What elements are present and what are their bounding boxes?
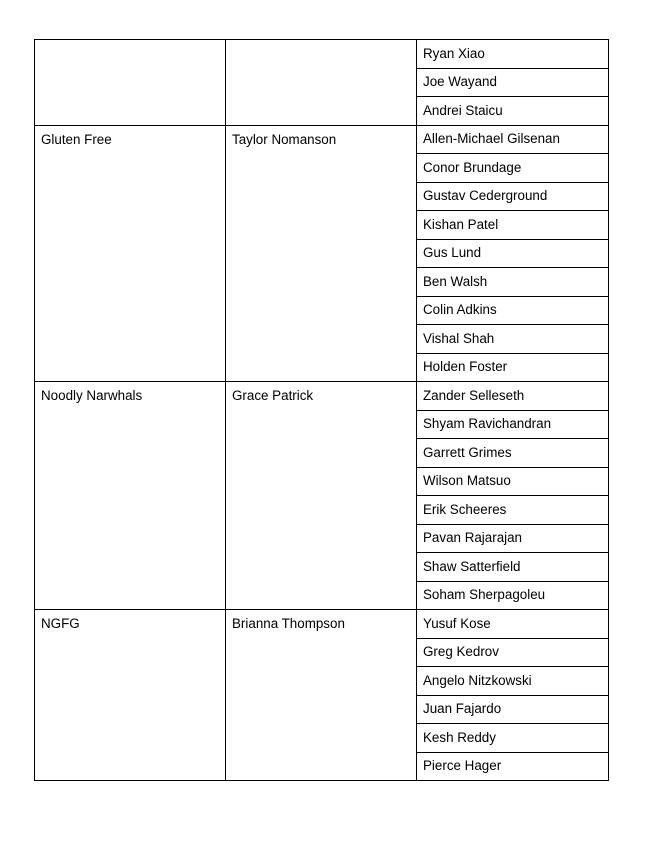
member-name-cell: Kesh Reddy [417, 724, 609, 753]
table-row [35, 382, 609, 411]
table-row [35, 125, 609, 154]
member-name-cell: Andrei Staicu [417, 97, 609, 126]
member-name-cell: Soham Sherpagoleu [417, 581, 609, 610]
table-row [35, 40, 609, 69]
member-name-cell: Shaw Satterfield [417, 553, 609, 582]
team-name-cell [35, 40, 226, 126]
member-name-cell: Juan Fajardo [417, 695, 609, 724]
member-name-cell: Greg Kedrov [417, 638, 609, 667]
table-row [35, 610, 609, 639]
member-name-cell: Angelo Nitzkowski [417, 667, 609, 696]
member-name-cell: Garrett Grimes [417, 439, 609, 468]
captain-name-cell [226, 40, 417, 126]
captain-name-cell: Brianna Thompson [226, 610, 417, 781]
team-name-cell: Noodly Narwhals [35, 382, 226, 610]
captain-name-cell: Taylor Nomanson [226, 125, 417, 382]
member-name-cell: Ryan Xiao [417, 40, 609, 69]
member-name-cell: Erik Scheeres [417, 496, 609, 525]
member-name-cell: Vishal Shah [417, 325, 609, 354]
member-name-cell: Conor Brundage [417, 154, 609, 183]
member-name-cell: Colin Adkins [417, 296, 609, 325]
captain-name-cell: Grace Patrick [226, 382, 417, 610]
member-name-cell: Gus Lund [417, 239, 609, 268]
member-name-cell: Ben Walsh [417, 268, 609, 297]
member-name-cell: Joe Wayand [417, 68, 609, 97]
team-roster-body [35, 40, 609, 781]
member-name-cell: Kishan Patel [417, 211, 609, 240]
member-name-cell: Yusuf Kose [417, 610, 609, 639]
team-name-cell: Gluten Free [35, 125, 226, 382]
member-name-cell: Pavan Rajarajan [417, 524, 609, 553]
member-name-cell: Pierce Hager [417, 752, 609, 781]
member-name-cell: Shyam Ravichandran [417, 410, 609, 439]
member-name-cell: Allen-Michael Gilsenan [417, 125, 609, 154]
team-roster-table [34, 39, 609, 781]
member-name-cell: Zander Selleseth [417, 382, 609, 411]
member-name-cell: Holden Foster [417, 353, 609, 382]
member-name-cell: Gustav Cederground [417, 182, 609, 211]
member-name-cell: Wilson Matsuo [417, 467, 609, 496]
team-name-cell: NGFG [35, 610, 226, 781]
